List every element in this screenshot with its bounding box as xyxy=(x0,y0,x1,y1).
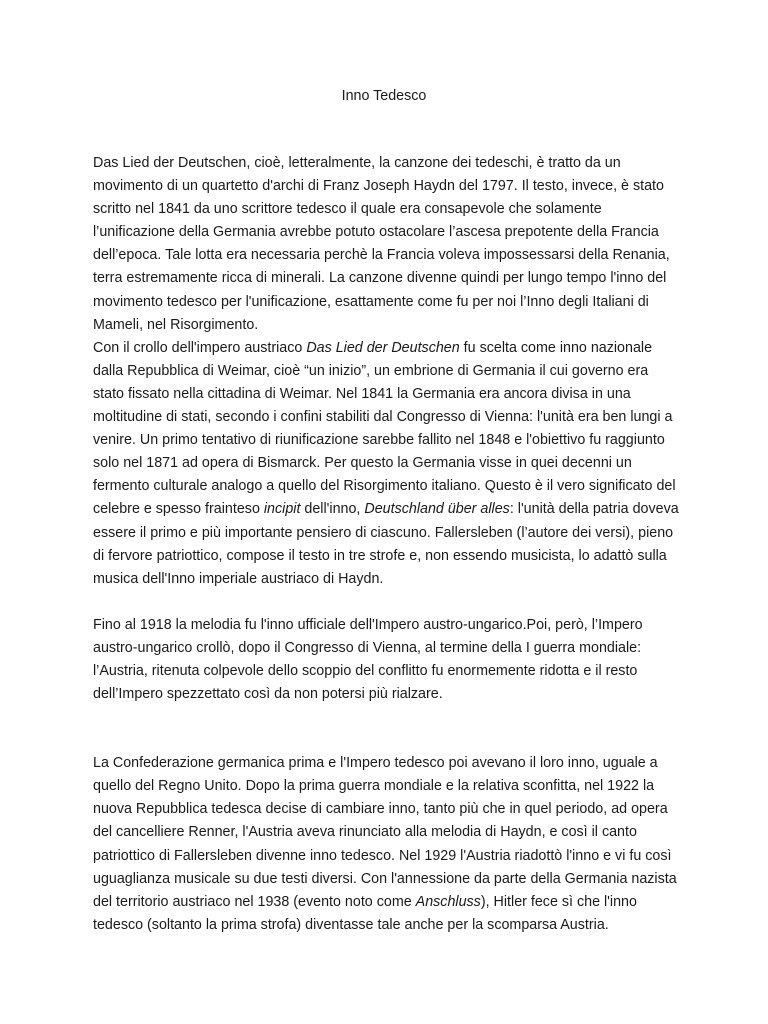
document-body xyxy=(93,152,683,937)
text-run: dell'inno, xyxy=(300,501,365,518)
paragraph-2-line: di fervore patriottico, compose il testo in tre strofe e, non essendo musicista, lo adattò sulla xyxy=(93,547,667,564)
paragraph-3-line: Fino al 1918 la melodia fu l'inno ufficiale dell'Impero austro-ungarico.Poi, però, l’Impero xyxy=(93,616,643,633)
paragraph-1-line: l’unificazione della Germania avrebbe potuto ostacolare l’ascesa prepotente della Francia xyxy=(93,224,659,241)
text-run: Con il crollo dell'impero austriaco xyxy=(93,339,307,356)
paragraph-1-line: scritto nel 1841 da uno scrittore tedesco il quale era consapevole che solamente xyxy=(93,201,602,218)
paragraph-1-line: Mameli, nel Risorgimento. xyxy=(93,316,259,333)
paragraph-4-line: del cancelliere Renner, l'Austria aveva rinunciato alla melodia di Haydn, e così il canto xyxy=(93,824,637,841)
paragraph-2-line: solo nel 1871 ad opera di Bismarck. Per questo la Germania visse in quei decenni un xyxy=(93,455,632,472)
paragraph-3-line: l’Austria, ritenuta colpevole dello scoppio del conflitto fu enormemente ridotta e il resto xyxy=(93,662,638,679)
paragraph-2-line xyxy=(93,498,683,521)
song-title-italic: Das Lied der Deutschen xyxy=(306,339,460,356)
paragraph-4-line: tedesco (soltanto la prima strofa) diventasse tale anche per la scomparsa Austria. xyxy=(93,916,609,933)
incipit-italic: incipit xyxy=(263,501,301,518)
paragraph-3-line: dell’Impero spezzettato così da non potersi più rialzare. xyxy=(93,686,443,703)
paragraph-2-line: stato fissato nella cittadina di Weimar. Nel 1841 la Germania era ancora divisa in una xyxy=(93,385,631,402)
paragraph-4-line: quello del Regno Unito. Dopo la prima guerra mondiale e la relativa sconfitta, nel 1922 la xyxy=(93,778,655,795)
paragraph-2-line: venire. Un primo tentativo di riunificazione sarebbe fallito nel 1848 e l'obiettivo fu raggiunto xyxy=(93,432,665,449)
text-run: celebre e spesso frainteso xyxy=(93,501,264,518)
paragraph-1-line: movimento di un quartetto d'archi di Franz Joseph Haydn del 1797. Il testo, invece, è stato xyxy=(93,178,664,195)
paragraph-1-line: dell’epoca. Tale lotta era necessaria perchè la Francia voleva impossessarsi della Renania, xyxy=(93,247,670,264)
paragraph-4-line: nuova Repubblica tedesca decise di cambiare inno, tanto più che in quel periodo, ad opera xyxy=(93,801,668,818)
paragraph-1-line: Das Lied der Deutschen, cioè, letteralmente, la canzone dei tedeschi, è tratto da un xyxy=(93,155,621,171)
paragraph-4-line xyxy=(93,891,683,914)
paragraph-4-line: La Confederazione germanica prima e l'Impero tedesco poi avevano il loro inno, uguale a xyxy=(93,755,658,772)
text-run: fu scelta come inno nazionale xyxy=(459,339,653,356)
paragraph-2-line: dalla Repubblica di Weimar, cioè “un inizio”, un embrione di Germania il cui governo era xyxy=(93,362,649,379)
paragraph-1-line: terra estremamente ricca di minerali. La canzone divenne quindi per lungo tempo l'inno del xyxy=(93,270,667,287)
paragraph-2-line: essere il primo e più importante pensiero di ciascuno. Fallersleben (l’autore dei versi), pieno xyxy=(93,524,674,541)
motto-italic: Deutschland über alles xyxy=(364,501,510,518)
page-title: Inno Tedesco xyxy=(341,88,427,104)
text-run: ), Hitler fece sì che l'inno xyxy=(480,893,637,910)
paragraph-1-line: movimento tedesco per l'unificazione, esattamente come fu per noi l’Inno degli Italiani di xyxy=(93,293,649,310)
paragraph-4-line: patriottico di Fallersleben divenne inno tedesco. Nel 1929 l'Austria riadottò l'inno e vi fu così xyxy=(93,847,672,864)
paragraph-3-line: austro-ungarico crollò, dopo il Congresso di Vienna, al termine della I guerra mondiale: xyxy=(93,639,642,656)
paragraph-2-line: musica dell'Inno imperiale austriaco di Haydn. xyxy=(93,570,384,587)
paragraph-2-line xyxy=(93,337,683,360)
paragraph-2-line: fermento culturale analogo a quello del Risorgimento italiano. Questo è il vero significato del xyxy=(93,478,676,495)
anschluss-italic: Anschluss xyxy=(415,893,481,910)
text-run: del territorio austriaco nel 1938 (evento noto come xyxy=(93,893,416,910)
text-run: : l'unità della patria doveva xyxy=(509,501,679,518)
paragraph-4-line: uguaglianza musicale su due testi diversi. Con l'annessione da parte della Germania nazista xyxy=(93,870,677,887)
paragraph-2-line: moltitudine di stati, secondo i confini stabiliti dal Congresso di Vienna: l'unità era ben lungi a xyxy=(93,409,673,426)
